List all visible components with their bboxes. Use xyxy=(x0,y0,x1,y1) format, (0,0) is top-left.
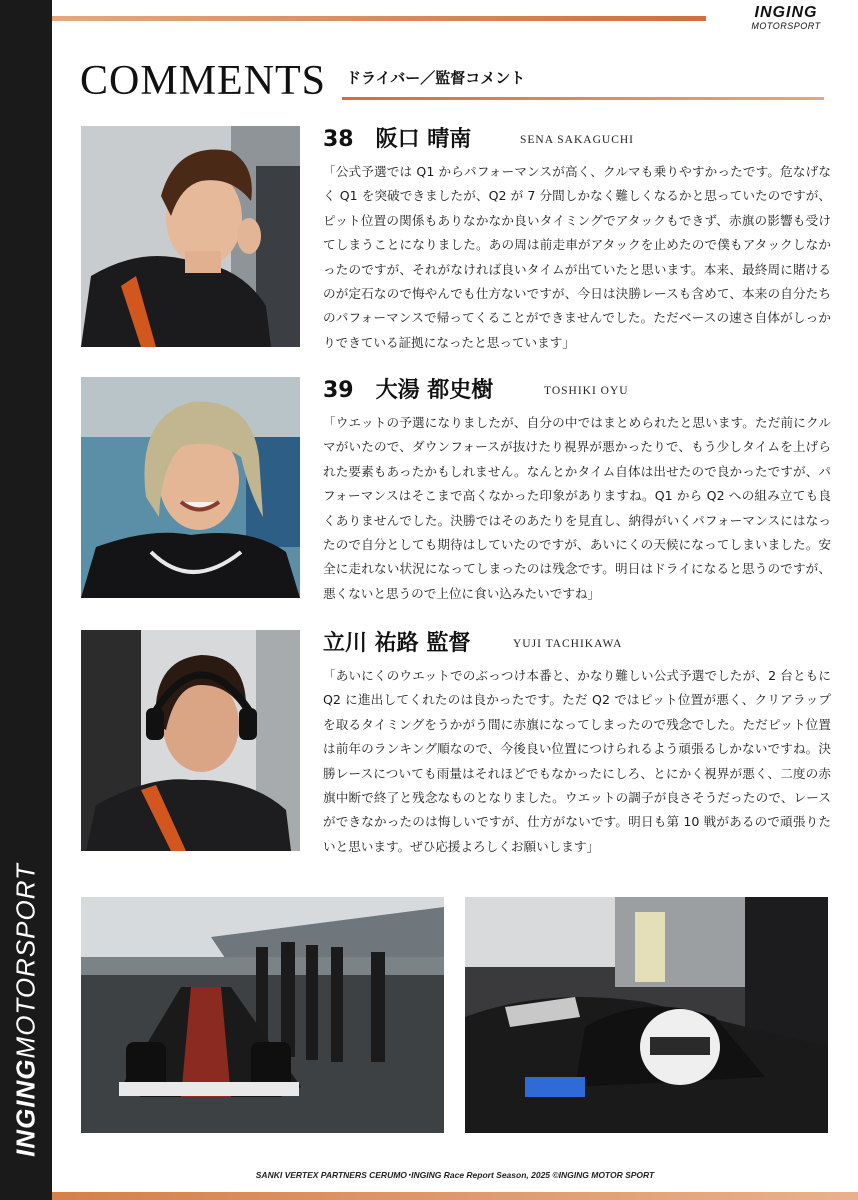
driver-comment: 「公式予選では Q1 からパフォーマンスが高く、クルマも乗りやすかったです。危なげなく Q1 を突破できましたが、Q2 が 7 分間しかなく難しくなるかと思っていたのですが、ピット位置の関係もありなかなか良いタイミングでアタックもできず、赤旗の影響も受けてしまうことになりました。あの周は前走車がアタックを止めたので僕もアタックしなかったのですが、それがなければ良いタイムが出ていたと思います。本来、最終周に賭けるのが定石なので悔やんでも仕方ないですが、今日は決勝レースも含めて、本来の自分たちのパフォーマンスで帰ってくることができませんでした。ただベースの速さ自体がしっかりできている証拠になったと思っています」 xyxy=(323,164,831,350)
title-rule xyxy=(342,97,824,100)
director-romaji: YUJI TACHIKAWA xyxy=(513,638,623,650)
bottom-rule xyxy=(52,1192,858,1200)
side-logo-bold: INGING xyxy=(10,1058,41,1157)
car-number: 39 xyxy=(323,378,354,403)
director-name: 立川 祐路 監督 xyxy=(323,631,471,656)
driver-name-39 xyxy=(323,380,493,402)
page-title: COMMENTS xyxy=(80,58,327,104)
driver-romaji: TOSHIKI OYU xyxy=(544,385,629,397)
car-number: 38 xyxy=(323,127,354,152)
side-logo-light: MOTORSPORT xyxy=(10,863,41,1059)
driver-name-38 xyxy=(323,129,471,151)
cockpit-photo xyxy=(465,897,828,1133)
driver-name: 大湯 都史樹 xyxy=(375,378,494,403)
director-comment: 「あいにくのウエットでのぶっつけ本番と、かなり難しい公式予選でしたが、2 台ともに Q2 に進出してくれたのは良かったです。ただ Q2 ではピット位置が悪く、クリアラップを取るタイミングをうかがう間に赤旗になってしまったので残念でした。ただピット位置は前年のランキング順なので、今後良い位置につけられるよう頑張るしかないですね。決勝レースについても雨量はそれほどでもなかったにしろ、とにかく視界が悪く、二度の赤旗中断で終了と残念なものとなりました。ウエットの調子が良さそうだったので、レースができなかったのは悔しいですが、仕方がないです。明日も第 10 戦があるので頑張りたいと思います。ぜひ応援よろしくお願いします」 xyxy=(323,668,831,854)
page-subtitle: ドライバー／監督コメント xyxy=(346,69,526,87)
brand-name: INGING xyxy=(754,4,818,21)
driver-photo-sakaguchi xyxy=(81,126,300,347)
grid-photo xyxy=(81,897,444,1133)
driver-name: 阪口 晴南 xyxy=(375,127,472,152)
driver-comment: 「ウエットの予選になりましたが、自分の中ではまとめられたと思います。ただ前にクルマがいたので、ダウンフォースが抜けたり視界が悪かったりで、もう少しタイムを上げられた要素もあったかもしれません。なんとかタイム自体は出せたので良かったですが、パフォーマンスはそこまで高くなかった印象がありますね。Q1 から Q2 への組み立ても良くありませんでした。決勝ではそのあたりを見直し、納得がいくパフォーマンスにはなったので自分としても期待はしていたのですが、あいにくの天候になってしまいました。安全に走れない状況になってしまったのは残念です。明日はドライになると思うのですが、悪くないと思うので上位に食い込みたいですね」 xyxy=(323,415,831,601)
top-rule xyxy=(52,16,706,21)
driver-photo-oyu xyxy=(81,377,300,598)
director-photo-tachikawa xyxy=(81,630,300,851)
page-footer: SANKI VERTEX PARTNERS CERUMO･INGING Race Report Season, 2025 ©INGING MOTOR SPORT xyxy=(255,1170,655,1180)
brand-sub: MOTORSPORT xyxy=(751,21,821,31)
brand-logo xyxy=(736,5,836,31)
driver-romaji: SENA SAKAGUCHI xyxy=(520,134,634,146)
